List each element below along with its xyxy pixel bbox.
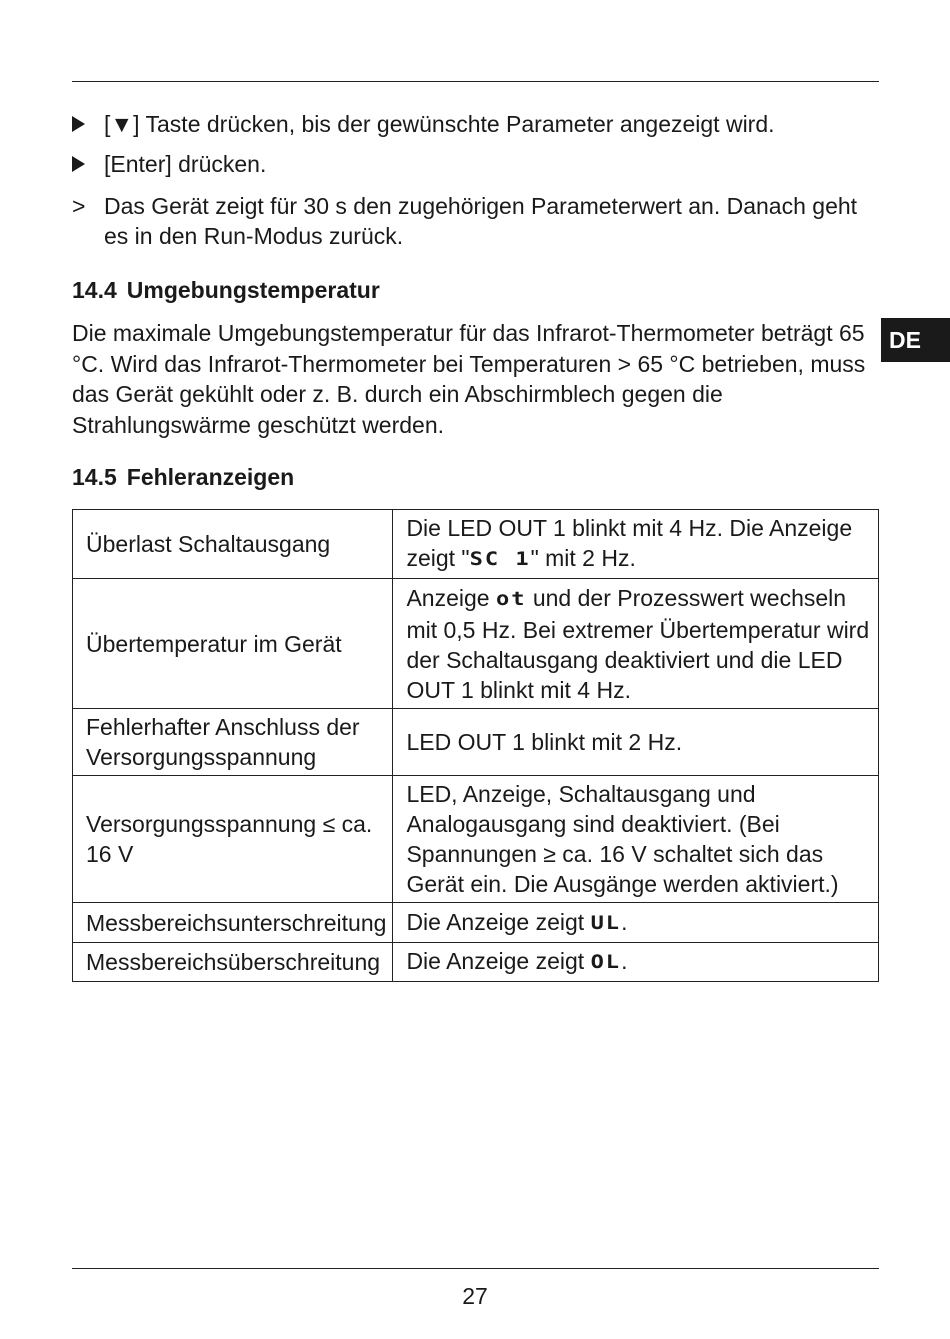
table-row bbox=[73, 510, 879, 579]
error-description bbox=[393, 776, 879, 903]
footer-rule bbox=[72, 1268, 879, 1269]
description-text: LED, Anzeige, Schaltausgang und Analogausgang sind deaktiviert. (Bei Spannungen ≥ ca. 16 V schaltet sich das Gerät ein. Die Ausgänge werden aktiviert.) bbox=[406, 781, 839, 897]
description-text: Die Anzeige zeigt bbox=[406, 908, 591, 935]
error-cause: Überlast Schaltausgang bbox=[73, 510, 393, 579]
result-marker: > bbox=[72, 193, 86, 219]
error-cause: Messbereichsüberschreitung bbox=[73, 943, 393, 982]
instruction-step bbox=[72, 149, 882, 179]
page-number: 27 bbox=[462, 1283, 488, 1309]
arrow-icon bbox=[72, 149, 100, 179]
table-row bbox=[73, 776, 879, 903]
language-tab: DE bbox=[881, 318, 950, 362]
section-heading-14-5 bbox=[72, 462, 294, 492]
table-row bbox=[73, 943, 879, 982]
error-cause: Übertemperatur im Gerät bbox=[73, 579, 393, 709]
section-number: 14.5 bbox=[72, 464, 117, 490]
section-title: Umgebungstemperatur bbox=[126, 277, 380, 303]
step-text: [▼] Taste drücken, bis der gewünschte Parameter angezeigt wird. bbox=[104, 111, 775, 137]
table-row bbox=[73, 709, 879, 776]
section-number: 14.4 bbox=[72, 277, 117, 303]
section-heading-14-4 bbox=[72, 275, 380, 305]
display-code: SC 1 bbox=[469, 548, 531, 571]
table-row bbox=[73, 579, 879, 709]
step-text: [Enter] drücken. bbox=[104, 151, 267, 177]
error-description bbox=[393, 903, 879, 943]
description-text: LED OUT 1 blinkt mit 2 Hz. bbox=[406, 729, 683, 755]
result-step bbox=[72, 191, 882, 251]
display-code: ot bbox=[495, 588, 527, 610]
error-description bbox=[393, 579, 879, 709]
error-cause: Messbereichsunterschreitung bbox=[73, 903, 393, 943]
display-code: OL bbox=[590, 951, 622, 974]
error-cause: Fehlerhafter Anschluss der Versorgungsspannung bbox=[73, 709, 393, 776]
arrow-icon bbox=[72, 109, 100, 139]
display-code: UL bbox=[590, 912, 622, 934]
step-text: Das Gerät zeigt für 30 s den zugehörigen Parameterwert an. Danach geht es in den Run-Modus zurück. bbox=[104, 193, 858, 249]
description-text: Anzeige bbox=[406, 584, 496, 611]
description-text: . bbox=[621, 908, 628, 935]
ambient-temperature-text: Die maximale Umgebungstemperatur für das Infrarot-Thermometer beträgt 65 °C. Wird das Infrarot-Thermometer bei Temperaturen > 65 °C betrieben, muss das Gerät gekühlt oder z. B. durch ein Abschirmblech gegen die Strahlungswärme geschützt werden. bbox=[72, 320, 866, 438]
header-rule bbox=[72, 81, 879, 82]
instruction-step bbox=[72, 109, 882, 139]
section-title: Fehleranzeigen bbox=[126, 464, 295, 490]
description-text: " mit 2 Hz. bbox=[530, 545, 636, 571]
table-row bbox=[73, 903, 879, 943]
error-description bbox=[393, 709, 879, 776]
description-text: Die Anzeige zeigt bbox=[406, 948, 591, 974]
description-text: . bbox=[621, 948, 628, 974]
error-cause: Versorgungsspannung ≤ ca. 16 V bbox=[73, 776, 393, 903]
error-table bbox=[72, 509, 879, 982]
error-description bbox=[393, 943, 879, 982]
description-text: und der Prozesswert wechseln mit 0,5 Hz. Bei extremer Übertemperatur wird der Schaltausgang deaktiviert und die LED OUT 1 blinkt mit 4 Hz. bbox=[406, 584, 870, 703]
error-description bbox=[393, 510, 879, 579]
description-text: Die LED OUT 1 blinkt mit 4 Hz. Die Anzeige zeigt " bbox=[406, 515, 853, 571]
